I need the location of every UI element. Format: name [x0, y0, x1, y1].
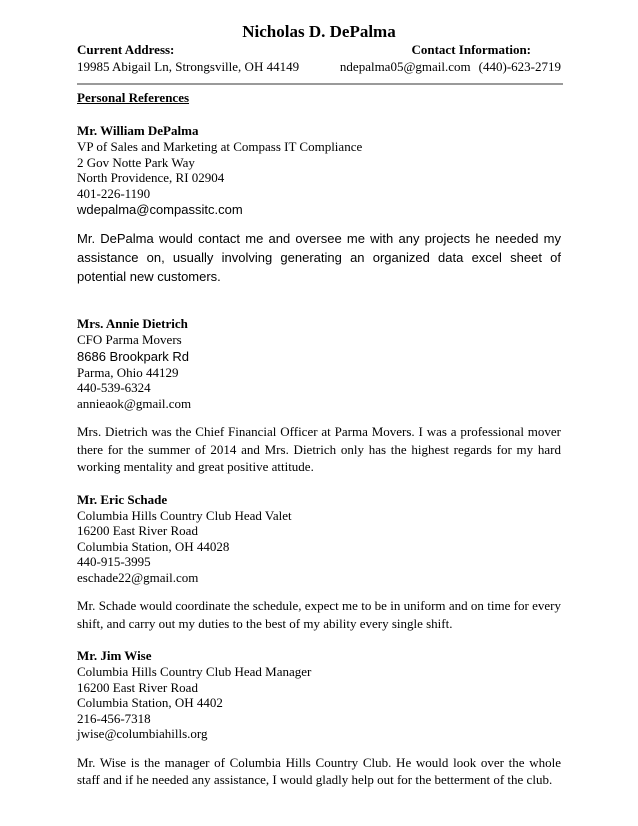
reference-email: wdepalma@compassitc.com	[77, 202, 243, 217]
reference-phone: 216-456-7318	[77, 710, 151, 726]
reference-email: jwise@columbiahills.org	[77, 726, 208, 741]
reference-street: 16200 East River Road	[77, 523, 198, 538]
header-labels	[77, 42, 561, 58]
reference-description: Mr. Wise is the manager of Columbia Hills Country Club. He would look over the whole staff and if he needed any assistance, I would gladly help out for the betterment of the club.	[77, 754, 561, 787]
page-title: Nicholas D. DePalma	[242, 22, 396, 41]
reference-city: Columbia Station, OH 44028	[77, 538, 230, 554]
contact-label: Contact Information:	[411, 42, 531, 57]
header-values	[77, 59, 561, 75]
reference-email: annieaok@gmail.com	[77, 395, 192, 411]
reference-item	[77, 316, 561, 476]
contact-values	[340, 59, 561, 75]
reference-name: Mr. Jim Wise	[77, 648, 152, 663]
reference-description: Mr. DePalma would contact me and oversee me with any projects he needed my assistance on, usually involving generating an organized data excel sheet of potential new customers.	[77, 231, 561, 284]
reference-phone: 440-915-3995	[77, 554, 151, 569]
reference-item	[77, 123, 561, 286]
reference-title: Columbia Hills Country Club Head Valet	[77, 507, 292, 523]
header-divider	[77, 83, 563, 85]
reference-street: 16200 East River Road	[77, 679, 198, 695]
reference-name: Mr. Eric Schade	[77, 491, 168, 507]
reference-item	[77, 648, 561, 789]
reference-title: Columbia Hills Country Club Head Manager	[77, 664, 312, 679]
reference-street: 2 Gov Notte Park Way	[77, 154, 195, 170]
reference-phone: 440-539-6324	[77, 380, 151, 395]
reference-city: Columbia Station, OH 4402	[77, 695, 223, 710]
reference-name: Mrs. Annie Dietrich	[77, 316, 188, 331]
address-text: 19985 Abigail Ln, Strongsville, OH 44149	[77, 59, 300, 74]
reference-description: Mrs. Dietrich was the Chief Financial Officer at Parma Movers. I was a professional mover there for the summer of 2014 and Mrs. Dietrich only has the highest regards for my hard working mentality and great positive attitude.	[77, 424, 561, 474]
section-title: Personal References	[77, 90, 190, 105]
reference-name: Mr. William DePalma	[77, 123, 199, 138]
address-label: Current Address:	[77, 42, 175, 57]
reference-city: Parma, Ohio 44129	[77, 364, 179, 380]
reference-street: 8686 Brookpark Rd	[77, 348, 190, 364]
phone-text: (440)-623-2719	[478, 59, 561, 74]
reference-title: VP of Sales and Marketing at Compass IT Compliance	[77, 139, 363, 154]
reference-description: Mr. Schade would coordinate the schedule, expect me to be in uniform and on time for every shift, and carry out my duties to the best of my ability every single shift.	[77, 598, 561, 631]
resume-page	[77, 0, 561, 789]
reference-item	[77, 492, 561, 633]
email-text: ndepalma05@gmail.com	[339, 59, 471, 74]
reference-city: North Providence, RI 02904	[77, 170, 225, 185]
reference-email: eschade22@gmail.com	[77, 569, 199, 585]
reference-phone: 401-226-1190	[77, 185, 151, 201]
reference-title: CFO Parma Movers	[77, 332, 182, 347]
